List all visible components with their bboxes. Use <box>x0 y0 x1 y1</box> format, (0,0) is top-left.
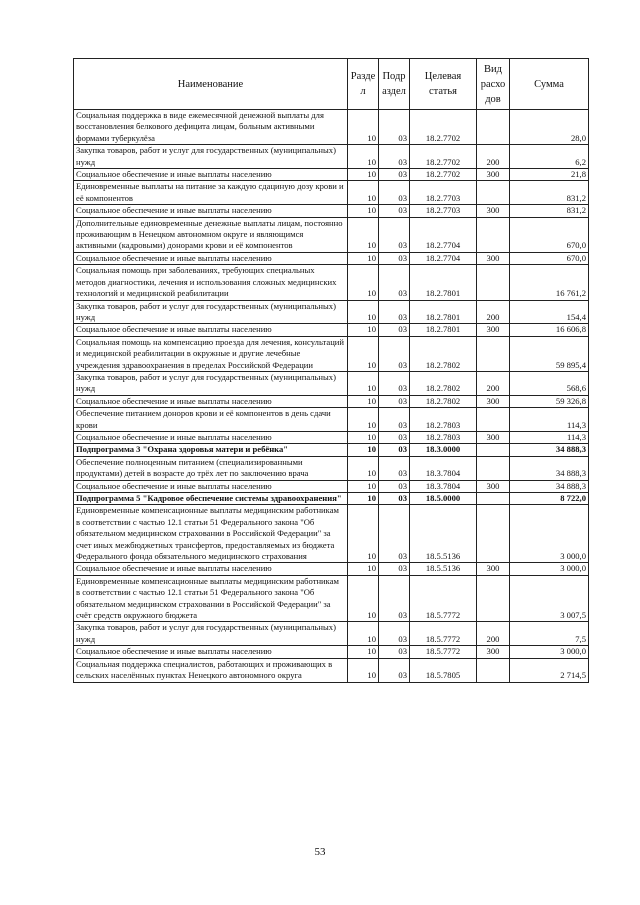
cell-vid <box>477 575 510 622</box>
cell-podrazdel: 03 <box>379 371 410 395</box>
cell-name: Закупка товаров, работ и услуг для государственных (муниципальных) нужд <box>74 622 348 646</box>
cell-razdel: 10 <box>348 265 379 300</box>
cell-razdel: 10 <box>348 217 379 252</box>
cell-name: Закупка товаров, работ и услуг для государственных (муниципальных) нужд <box>74 145 348 169</box>
cell-sum: 154,4 <box>510 300 589 324</box>
cell-name: Социальное обеспечение и иные выплаты населению <box>74 169 348 181</box>
page-number: 53 <box>314 846 326 858</box>
cell-sum: 34 888,3 <box>510 444 589 456</box>
cell-podrazdel: 03 <box>379 563 410 575</box>
cell-name: Закупка товаров, работ и услуг для государственных (муниципальных) нужд <box>74 371 348 395</box>
table-row <box>74 300 589 324</box>
cell-target: 18.2.7702 <box>410 110 477 145</box>
cell-target: 18.5.7772 <box>410 622 477 646</box>
cell-vid: 200 <box>477 371 510 395</box>
cell-vid <box>477 493 510 505</box>
cell-razdel: 10 <box>348 252 379 264</box>
cell-sum: 114,3 <box>510 431 589 443</box>
table-row <box>74 217 589 252</box>
cell-sum: 3 000,0 <box>510 646 589 658</box>
cell-sum: 114,3 <box>510 408 589 432</box>
table-row <box>74 395 589 407</box>
cell-podrazdel: 03 <box>379 408 410 432</box>
table-row <box>74 371 589 395</box>
cell-name: Подпрограмма 3 "Охрана здоровья матери и ребёнка" <box>74 444 348 456</box>
cell-vid: 200 <box>477 300 510 324</box>
cell-vid <box>477 456 510 480</box>
cell-razdel: 10 <box>348 456 379 480</box>
cell-name: Социальное обеспечение и иные выплаты населению <box>74 646 348 658</box>
cell-podrazdel: 03 <box>379 622 410 646</box>
cell-target: 18.2.7702 <box>410 169 477 181</box>
cell-sum: 34 888,3 <box>510 480 589 492</box>
cell-razdel: 10 <box>348 444 379 456</box>
cell-razdel: 10 <box>348 300 379 324</box>
cell-vid: 200 <box>477 622 510 646</box>
table-body <box>74 110 589 683</box>
header-razdel: Разде л <box>348 59 379 110</box>
cell-target: 18.2.7704 <box>410 217 477 252</box>
cell-vid <box>477 505 510 563</box>
cell-vid: 300 <box>477 205 510 217</box>
cell-name: Социальная помощь на компенсацию проезда для лечения, консультаций и медицинской реабилитации в окружные и другие лечебные учреждения здравоохранения в пределах Российской Федерации <box>74 336 348 371</box>
table-row <box>74 456 589 480</box>
table-row <box>74 181 589 205</box>
cell-target: 18.2.7803 <box>410 408 477 432</box>
cell-vid <box>477 265 510 300</box>
cell-sum: 21,8 <box>510 169 589 181</box>
cell-sum: 59 895,4 <box>510 336 589 371</box>
cell-razdel: 10 <box>348 205 379 217</box>
cell-target: 18.2.7803 <box>410 431 477 443</box>
cell-sum: 831,2 <box>510 205 589 217</box>
cell-name: Единовременные компенсационные выплаты медицинским работникам в соответствии с частью 12.1 статьи 51 Федерального закона "Об обязательном медицинском страховании в Российской Федерации" за счет иных межбюджетных трансфертов, предоставляемых из бюджета Федерального фонда обязательного медицинского страхования <box>74 505 348 563</box>
cell-podrazdel: 03 <box>379 575 410 622</box>
cell-sum: 568,6 <box>510 371 589 395</box>
cell-target: 18.2.7703 <box>410 205 477 217</box>
cell-target: 18.3.7804 <box>410 456 477 480</box>
cell-target: 18.2.7801 <box>410 300 477 324</box>
cell-target: 18.2.7801 <box>410 265 477 300</box>
cell-sum: 28,0 <box>510 110 589 145</box>
cell-sum: 670,0 <box>510 217 589 252</box>
table-row <box>74 646 589 658</box>
table-row <box>74 336 589 371</box>
cell-podrazdel: 03 <box>379 252 410 264</box>
cell-sum: 7,5 <box>510 622 589 646</box>
table-row <box>74 505 589 563</box>
cell-name: Социальное обеспечение и иные выплаты населению <box>74 324 348 336</box>
cell-podrazdel: 03 <box>379 169 410 181</box>
cell-podrazdel: 03 <box>379 395 410 407</box>
cell-target: 18.2.7802 <box>410 336 477 371</box>
cell-target: 18.2.7802 <box>410 371 477 395</box>
cell-vid <box>477 110 510 145</box>
cell-podrazdel: 03 <box>379 336 410 371</box>
cell-razdel: 10 <box>348 575 379 622</box>
cell-razdel: 10 <box>348 371 379 395</box>
cell-vid <box>477 181 510 205</box>
cell-target: 18.3.7804 <box>410 480 477 492</box>
cell-name: Социальное обеспечение и иные выплаты населению <box>74 205 348 217</box>
cell-podrazdel: 03 <box>379 300 410 324</box>
cell-podrazdel: 03 <box>379 658 410 682</box>
cell-razdel: 10 <box>348 145 379 169</box>
cell-name: Закупка товаров, работ и услуг для государственных (муниципальных) нужд <box>74 300 348 324</box>
cell-target: 18.2.7704 <box>410 252 477 264</box>
cell-podrazdel: 03 <box>379 205 410 217</box>
cell-razdel: 10 <box>348 431 379 443</box>
cell-target: 18.2.7801 <box>410 324 477 336</box>
table-row <box>74 575 589 622</box>
cell-name: Подпрограмма 5 "Кадровое обеспечение системы здравоохранения" <box>74 493 348 505</box>
cell-podrazdel: 03 <box>379 456 410 480</box>
cell-podrazdel: 03 <box>379 444 410 456</box>
cell-name: Социальная помощь при заболеваниях, требующих специальных методов диагностики, лечения и использования сложных медицинских технологий и медицинской реабилитации <box>74 265 348 300</box>
cell-sum: 8 722,0 <box>510 493 589 505</box>
cell-podrazdel: 03 <box>379 217 410 252</box>
cell-razdel: 10 <box>348 324 379 336</box>
table-row <box>74 169 589 181</box>
cell-vid: 300 <box>477 252 510 264</box>
cell-razdel: 10 <box>348 622 379 646</box>
cell-name: Обеспечение полноценным питанием (специализированными продуктами) детей в возрасте до трёх лет по заключению врача <box>74 456 348 480</box>
cell-vid: 300 <box>477 324 510 336</box>
table-row <box>74 252 589 264</box>
cell-vid <box>477 658 510 682</box>
cell-name: Социальное обеспечение и иные выплаты населению <box>74 395 348 407</box>
cell-sum: 16 606,8 <box>510 324 589 336</box>
cell-podrazdel: 03 <box>379 505 410 563</box>
cell-razdel: 10 <box>348 480 379 492</box>
header-podrazdel: Подр аздел <box>379 59 410 110</box>
cell-target: 18.3.0000 <box>410 444 477 456</box>
cell-vid: 300 <box>477 563 510 575</box>
cell-podrazdel: 03 <box>379 646 410 658</box>
cell-vid <box>477 217 510 252</box>
table-row <box>74 480 589 492</box>
cell-name: Социальное обеспечение и иные выплаты населению <box>74 252 348 264</box>
cell-vid: 300 <box>477 480 510 492</box>
cell-target: 18.5.7772 <box>410 646 477 658</box>
cell-sum: 16 761,2 <box>510 265 589 300</box>
cell-target: 18.5.5136 <box>410 563 477 575</box>
cell-sum: 3 000,0 <box>510 505 589 563</box>
cell-razdel: 10 <box>348 563 379 575</box>
cell-podrazdel: 03 <box>379 493 410 505</box>
cell-podrazdel: 03 <box>379 324 410 336</box>
cell-sum: 59 326,8 <box>510 395 589 407</box>
table-row <box>74 563 589 575</box>
cell-target: 18.5.7805 <box>410 658 477 682</box>
cell-podrazdel: 03 <box>379 181 410 205</box>
cell-vid <box>477 444 510 456</box>
cell-sum: 670,0 <box>510 252 589 264</box>
cell-name: Социальное обеспечение и иные выплаты населению <box>74 480 348 492</box>
cell-podrazdel: 03 <box>379 265 410 300</box>
cell-razdel: 10 <box>348 658 379 682</box>
cell-sum: 34 888,3 <box>510 456 589 480</box>
cell-sum: 3 007,5 <box>510 575 589 622</box>
cell-razdel: 10 <box>348 408 379 432</box>
header-name: Наименование <box>74 59 348 110</box>
cell-target: 18.5.0000 <box>410 493 477 505</box>
cell-podrazdel: 03 <box>379 145 410 169</box>
cell-name: Дополнительные единовременные денежные выплаты лицам, постоянно проживающим в Ненецком автономном округе и являющимся активными (кадровыми) донорами крови и её компонентов <box>74 217 348 252</box>
cell-vid: 200 <box>477 145 510 169</box>
table-row <box>74 145 589 169</box>
cell-target: 18.2.7702 <box>410 145 477 169</box>
cell-vid <box>477 408 510 432</box>
cell-razdel: 10 <box>348 336 379 371</box>
cell-sum: 831,2 <box>510 181 589 205</box>
cell-vid: 300 <box>477 395 510 407</box>
header-target: Целевая статья <box>410 59 477 110</box>
cell-target: 18.5.5136 <box>410 505 477 563</box>
cell-razdel: 10 <box>348 646 379 658</box>
cell-name: Социальная поддержка специалистов, работающих и проживающих в сельских населённых пунктах Ненецкого автономного округа <box>74 658 348 682</box>
cell-name: Социальное обеспечение и иные выплаты населению <box>74 563 348 575</box>
cell-name: Единовременные компенсационные выплаты медицинским работникам в соответствии с частью 12.1 статьи 51 Федерального закона "Об обязательном медицинском страховании в Российской Федерации" за счёт средств окружного бюджета <box>74 575 348 622</box>
table-row <box>74 658 589 682</box>
cell-name: Социальное обеспечение и иные выплаты населению <box>74 431 348 443</box>
cell-sum: 3 000,0 <box>510 563 589 575</box>
cell-razdel: 10 <box>348 110 379 145</box>
cell-sum: 6,2 <box>510 145 589 169</box>
cell-name: Единовременные выплаты на питание за каждую сдациную дозу крови и её компонентов <box>74 181 348 205</box>
table-row <box>74 205 589 217</box>
table-row <box>74 265 589 300</box>
cell-name: Социальная поддержка в виде ежемесячной денежной выплаты для восстановления белкового дефицита лицам, больным активными формами туберкулёза <box>74 110 348 145</box>
cell-target: 18.2.7802 <box>410 395 477 407</box>
cell-vid: 300 <box>477 169 510 181</box>
table-row <box>74 110 589 145</box>
cell-target: 18.5.7772 <box>410 575 477 622</box>
cell-vid: 300 <box>477 646 510 658</box>
cell-vid <box>477 336 510 371</box>
header-vid: Вид расхо дов <box>477 59 510 110</box>
cell-vid: 300 <box>477 431 510 443</box>
cell-podrazdel: 03 <box>379 431 410 443</box>
cell-razdel: 10 <box>348 395 379 407</box>
table-row <box>74 493 589 505</box>
table-row <box>74 431 589 443</box>
cell-razdel: 10 <box>348 493 379 505</box>
cell-target: 18.2.7703 <box>410 181 477 205</box>
table-row <box>74 622 589 646</box>
table-row <box>74 444 589 456</box>
table-row <box>74 324 589 336</box>
cell-razdel: 10 <box>348 169 379 181</box>
header-sum: Сумма <box>510 59 589 110</box>
cell-podrazdel: 03 <box>379 110 410 145</box>
cell-podrazdel: 03 <box>379 480 410 492</box>
budget-table <box>73 58 589 683</box>
table-header-row <box>74 59 589 110</box>
table-row <box>74 408 589 432</box>
cell-sum: 2 714,5 <box>510 658 589 682</box>
cell-name: Обеспечение питанием доноров крови и её компонентов в день сдачи крови <box>74 408 348 432</box>
cell-razdel: 10 <box>348 505 379 563</box>
cell-razdel: 10 <box>348 181 379 205</box>
